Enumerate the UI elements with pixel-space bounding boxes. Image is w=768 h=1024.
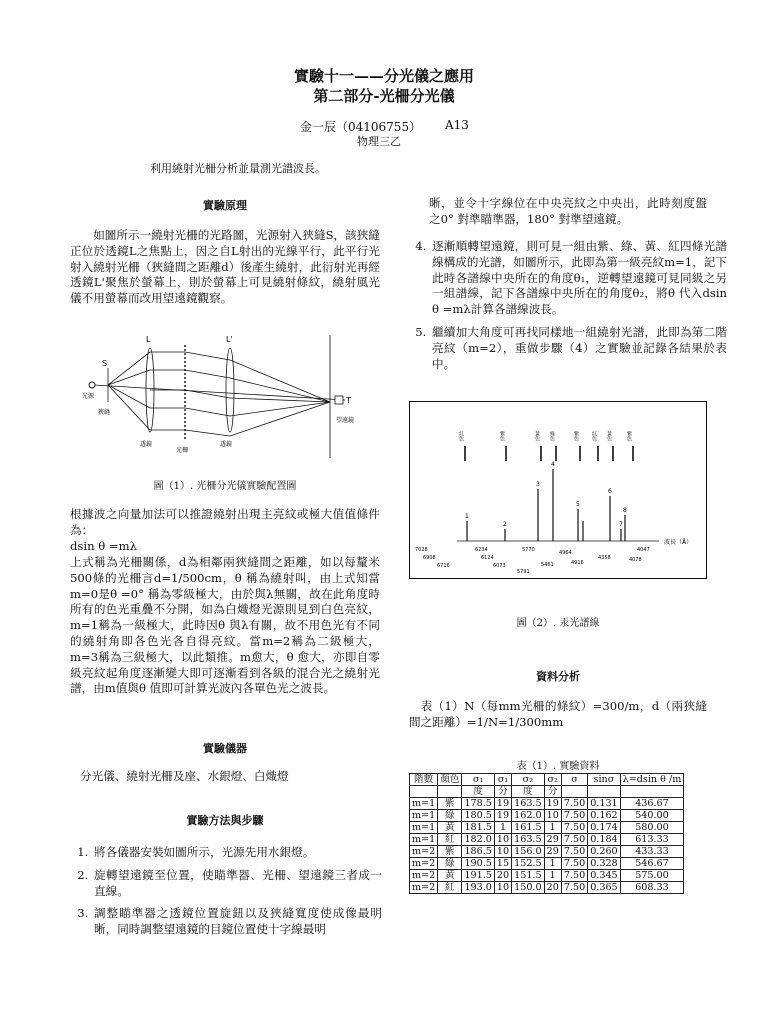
wavelength-label: 4358 (598, 555, 611, 561)
label-lens2: 透鏡 (220, 441, 233, 448)
figure-1-caption: 圖（1）. 光柵分光儀實驗配置圖 (153, 481, 297, 492)
step-3: 3. 調整瞄準器之透鏡位置旋鈕以及狹縫寬度使成像最明晰，同時調整望遠鏡的目鏡位置使十字線最明 (92, 906, 382, 938)
wavelength-axis-label: 波長（Å） (664, 539, 693, 546)
analysis-text: 表（1）N（每mm光柵的條紋）=300/m，d（兩狹縫間之距離）=1/N=1/300mm (409, 699, 707, 729)
col-s1-deg: σ₁ (462, 774, 494, 786)
line-number: 6 (608, 488, 612, 495)
cell: 150.0 (512, 882, 544, 894)
cell: 紫 (438, 798, 462, 810)
cell: 7.50 (561, 798, 587, 810)
label-s: S (102, 359, 108, 368)
cell: 黃 (438, 870, 462, 882)
cell: 180.5 (462, 810, 494, 822)
cell: 19 (494, 810, 511, 822)
col-s2-min: σ₂ (544, 774, 561, 786)
title-line-2: 第二部分-光柵分光儀 (313, 87, 455, 105)
table-row (410, 822, 684, 834)
cell: m=2 (410, 870, 438, 882)
unit-cell (438, 786, 462, 798)
author: 金一辰（04106755） (300, 120, 422, 134)
cell: 紫 (438, 846, 462, 858)
abstract: 利用繞射光柵分析並量測光譜波長。 (150, 162, 326, 175)
table-row (410, 798, 684, 810)
figure-frame (410, 402, 707, 579)
cell: 156.0 (512, 846, 544, 858)
department: 物理三乙 (357, 135, 401, 148)
cell: 黃 (438, 822, 462, 834)
grating-setup-figure (80, 330, 380, 465)
table-header-row (410, 774, 684, 786)
label-grating: 光柵 (176, 447, 189, 454)
cell: 10 (494, 846, 511, 858)
cell: 綠 (438, 810, 462, 822)
color-label: 紫色 (573, 431, 579, 441)
cell: 190.5 (462, 858, 494, 870)
cell: 紅 (438, 834, 462, 846)
cell: 575.00 (620, 870, 684, 882)
cell: 0.365 (588, 882, 620, 894)
label-screen: 望遠鏡 (336, 417, 355, 424)
table-row (410, 834, 684, 846)
cell: 0.184 (588, 834, 620, 846)
cell: 152.5 (512, 858, 544, 870)
principle-heading: 實驗原理 (203, 199, 247, 212)
cell: 0.131 (588, 798, 620, 810)
grating-equation: dsin θ =mλ (70, 539, 137, 553)
label-slit: 狹縫 (98, 409, 111, 416)
cell: m=1 (410, 798, 438, 810)
cell: 7.50 (561, 882, 587, 894)
cell: 7.50 (561, 870, 587, 882)
wavelength-label: 6716 (437, 563, 450, 569)
wavelength-label: 4964 (559, 550, 572, 556)
table-row (410, 858, 684, 870)
label-lp: L' (226, 335, 233, 344)
step-3-continued: 晰，並令十字線位在中央亮紋之中央出，此時刻度盤之0° 對準瞄準器，180° 對準望遠鏡。 (429, 196, 707, 226)
wavelength-label: 5791 (517, 569, 530, 575)
table-row (410, 870, 684, 882)
cell: 紅 (438, 882, 462, 894)
cell: 613.33 (620, 834, 684, 846)
lens-lp (226, 348, 234, 432)
label-l: L (146, 335, 151, 344)
col-order: 階數 (410, 774, 438, 786)
cell: 19 (494, 798, 511, 810)
cell: 193.0 (462, 882, 494, 894)
col-s1-min: σ₁ (494, 774, 511, 786)
equipment-text: 分光儀、繞射光柵及座、水銀燈、白熾燈 (80, 769, 289, 783)
cell: 7.50 (561, 810, 587, 822)
col-lambda: λ=dsin θ /m (620, 774, 684, 786)
cell: 1 (544, 822, 561, 834)
cell: 163.5 (512, 834, 544, 846)
wavelength-label: 5461 (541, 562, 554, 568)
para-2-body: 上式稱為光柵關係，d為相鄰兩狹縫間之距離，如以每釐米500條的光柵言d=1/500cm，θ 稱為繞射叫，由上式知當m=0是θ =0° 稱為零級極大，由於與λ無關，故在此角度時所有的色光重疊不分開，如為白熾燈光源則見到白色亮紋，m=1稱為一級極大，此時因θ 與λ有關，故不用色光有不同的繞射角即各色光各自得亮紋。當m=2稱為二級極大，m=3稱為三級極大，以此類推。m愈大，θ 愈大，亦即自零級亮紋起角度逐漸變大即可逐漸看到各級的混合光之繞射光譜，由m值與θ 值即可計算光波內各單色光之波長。 (70, 555, 380, 696)
step-5: 5. 繼續加大角度可再找同樣地一組繞射光譜，此即為第二階亮紋（m=2），重做步驟（4）之實驗並記錄各結果於表中。 (430, 325, 727, 372)
unit-cell: 分 (494, 786, 511, 798)
results-table (409, 773, 684, 894)
table-row (410, 882, 684, 894)
cell: m=1 (410, 822, 438, 834)
equipment-heading: 實驗儀器 (203, 742, 247, 755)
cell: 433.33 (620, 846, 684, 858)
color-label: 紫色 (626, 431, 632, 441)
unit-cell (410, 786, 438, 798)
cell: 151.5 (512, 870, 544, 882)
table-caption: 表（1）. 實驗資料 (516, 761, 600, 772)
unit-cell: 分 (544, 786, 561, 798)
line-number: 4 (551, 461, 555, 468)
table-unit-row (410, 786, 684, 798)
steps-list-left (72, 845, 382, 945)
cell: m=1 (410, 834, 438, 846)
step-1: 1. 將各儀器安裝如圖所示，光源先用水銀燈。 (92, 845, 382, 861)
mercury-spectrum-figure (409, 401, 707, 579)
steps-list-right (410, 239, 727, 379)
unit-cell (588, 786, 620, 798)
cell: 10 (494, 882, 511, 894)
label-t: T (346, 396, 351, 405)
group-id: A13 (445, 118, 469, 132)
cell: 20 (544, 882, 561, 894)
cell: 20 (494, 870, 511, 882)
line-number: 5 (576, 501, 580, 508)
cell: 0.162 (588, 810, 620, 822)
table-row (410, 810, 684, 822)
cell: 436.67 (620, 798, 684, 810)
cell: 191.5 (462, 870, 494, 882)
line-number: 1 (465, 513, 469, 520)
cell: 181.5 (462, 822, 494, 834)
wavelength-label: 6073 (493, 563, 506, 569)
cell: 7.50 (561, 846, 587, 858)
cell: 546.67 (620, 858, 684, 870)
unit-cell: 度 (512, 786, 544, 798)
wavelength-label: 5770 (522, 547, 535, 553)
cell: 608.33 (620, 882, 684, 894)
cell: 178.5 (462, 798, 494, 810)
unit-cell (561, 786, 587, 798)
line-number: 2 (503, 521, 507, 528)
cell: 580.00 (620, 822, 684, 834)
wavelength-label: 4916 (571, 560, 584, 566)
cell: 10 (544, 810, 561, 822)
cell: 0.174 (588, 822, 620, 834)
line-number: 8 (623, 507, 627, 514)
cell: 1 (544, 870, 561, 882)
cell: 29 (544, 834, 561, 846)
cell: 163.5 (512, 798, 544, 810)
color-label: 黃色 (606, 431, 612, 441)
cell: 1 (544, 858, 561, 870)
unit-cell: 度 (462, 786, 494, 798)
cell: 7.50 (561, 834, 587, 846)
telescope-box (335, 396, 343, 404)
cell: 0.260 (588, 846, 620, 858)
color-label: 紅色 (591, 431, 597, 441)
color-label: 黃色 (534, 431, 540, 441)
cell: 7.50 (561, 822, 587, 834)
cell: 綠 (438, 858, 462, 870)
cell: 0.328 (588, 858, 620, 870)
title-line-1: 實驗十一——分光儀之應用 (293, 67, 474, 85)
cell: 162.0 (512, 810, 544, 822)
cell: 161.5 (512, 822, 544, 834)
source-dot (89, 382, 95, 388)
wavelength-label: 6908 (423, 555, 436, 561)
cell: 10 (494, 834, 511, 846)
label-source: 光源 (82, 393, 95, 400)
col-sin: sinσ (588, 774, 620, 786)
col-s2-deg: σ₂ (512, 774, 544, 786)
wavelength-label: 4078 (629, 557, 642, 563)
wavelength-label: 4047 (637, 547, 650, 553)
wavelength-label: 6124 (481, 555, 494, 561)
wavelength-label: 7028 (415, 547, 428, 553)
cell: m=2 (410, 858, 438, 870)
method-heading: 實驗方法與步驟 (186, 814, 264, 827)
color-label: 綠色 (549, 431, 555, 441)
color-label: 紫色 (499, 431, 505, 441)
analysis-heading: 資料分析 (536, 670, 580, 683)
cell: 0.345 (588, 870, 620, 882)
figure-2-caption: 圖（2）. 汞光譜線 (516, 618, 600, 629)
col-color: 顏色 (438, 774, 462, 786)
color-label: 紅色 (458, 431, 464, 441)
principle-text: 如圖所示一繞射光柵的光路圖，光源射入狹縫S，該狹縫正位於透鏡L之焦點上，因之自L射出的光線平行，此平行光射入繞射光柵（狹縫間之距離d）後產生繞射，此衍射光再經透鏡L'聚焦於螢幕上，則於螢幕上可見繞射條紋，繞射風光儀不用螢幕而改用望遠鏡觀察。 (70, 228, 380, 306)
cell: 29 (544, 846, 561, 858)
cell: 19 (544, 798, 561, 810)
cell: m=2 (410, 846, 438, 858)
step-4: 4. 逐漸順轉望遠鏡，則可見一組由紫、綠、黃、紅四條光譜線構成的光譜，如圖所示，此即為第一級亮紋m=1，記下此時各譜線中央所在的角度θ₁，逆轉望遠鏡可見同級之另一組譜線，記下各譜線中央所在的角度θ₂，將θ 代入dsin θ =mλ計算各譜線波長。 (430, 239, 727, 318)
cell: 1 (494, 822, 511, 834)
cell: 182.0 (462, 834, 494, 846)
cell: 186.5 (462, 846, 494, 858)
cell: 540.00 (620, 810, 684, 822)
col-sigma: σ (561, 774, 587, 786)
label-lens1: 透鏡 (140, 441, 153, 448)
table-row (410, 846, 684, 858)
line-number: 3 (536, 481, 540, 488)
wavelength-label: 6234 (475, 547, 488, 553)
cell: 7.50 (561, 858, 587, 870)
cell: 15 (494, 858, 511, 870)
cell: m=2 (410, 882, 438, 894)
para-2-line-1: 根據波之向量加法可以推證繞射出現主亮紋或極大值值條件為： (70, 507, 380, 537)
cell: m=1 (410, 810, 438, 822)
line-number: 7 (619, 521, 623, 528)
unit-cell (620, 786, 684, 798)
step-2: 2. 旋轉望遠鏡至位置，使瞄準器、光柵、望遠鏡三者成一直線。 (92, 868, 382, 900)
